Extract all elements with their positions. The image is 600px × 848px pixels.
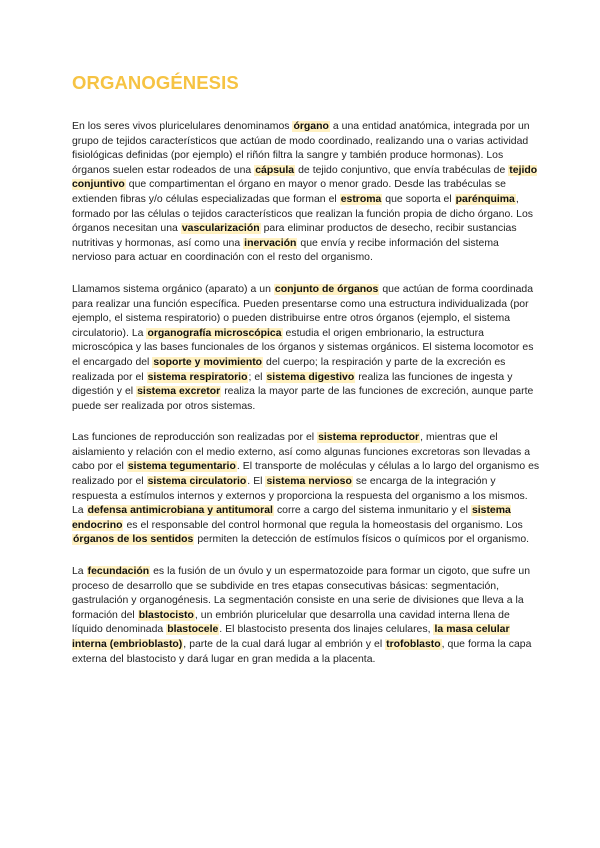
highlighted-term: sistema endocrino <box>72 505 511 531</box>
text-run: realiza la mayor parte de las funciones de excreción, aunque parte puede ser realizada por otros sistemas. <box>72 386 534 412</box>
text-run: permiten la detección de estímulos físicos o químicos por el organismo. <box>194 534 530 546</box>
highlighted-term: tejido conjuntivo <box>72 164 538 191</box>
text-run: se encarga de la integración y respuesta a estímulos internos y externos y proporciona la respuesta del organismo a los mismos. La <box>72 476 528 517</box>
highlighted-term: cápsula <box>255 164 295 176</box>
highlighted-term: trofoblasto <box>386 639 441 650</box>
text-run: ; el <box>248 371 266 383</box>
text-run: corre a cargo del sistema inmunitario y el <box>273 505 471 517</box>
highlighted-term: la masa celular interna (embrioblasto) <box>72 624 510 650</box>
text-run: , mientras que el aislamiento y relación con el medio externo, así como algunas funciones excretoras son llevadas a cabo por el <box>72 432 530 473</box>
text-run: es el responsable del control hormonal que regula la homeostasis del organismo. Los <box>123 519 523 531</box>
paragraph <box>72 431 540 548</box>
paragraph <box>72 565 540 667</box>
text-run: del cuerpo; la respiración y parte de la excreción es realizada por el <box>72 356 506 383</box>
text-run: , que forma la capa externa del blastocisto y dará lugar en gran medida a la placenta. <box>72 639 532 665</box>
text-run: es la fusión de un óvulo y un espermatozoide para formar un cigoto, que sufre un proceso de desarrollo que se subdivide en tres etapas consecutivas básicas: segmentación, gastrulación y organogénesis. La segmentación consiste en una serie de divisiones que lleva a la formación del <box>72 566 531 621</box>
highlighted-term: sistema circulatorio <box>147 476 247 488</box>
text-run: , un embrión pluricelular que desarrolla una cavidad interna llena de líquido denominada <box>72 609 510 636</box>
text-run: estudia el origen embrionario, la estructura microscópica y las bases funcionales de los órganos y sistemas orgánicos. El sistema locomotor es el encargado del <box>72 327 534 368</box>
highlighted-term: parénquima <box>455 193 515 205</box>
text-run: que compartimentan el órgano en mayor o menor grado. Desde las trabéculas se extienden fibras y/o células especializadas que forman el <box>72 179 506 205</box>
highlighted-term: blastocisto <box>138 609 194 621</box>
text-run: La <box>72 566 87 578</box>
highlighted-term: fecundación <box>87 566 150 578</box>
text-run: de tejido conjuntivo, que envía trabéculas de <box>295 164 509 176</box>
text-run: Las funciones de reproducción son realizadas por el <box>72 432 318 444</box>
text-run: que soporta el <box>382 193 455 205</box>
paragraph <box>72 120 540 266</box>
text-run: En los seres vivos pluricelulares denominamos <box>72 121 293 132</box>
highlighted-term: conjunto de órganos <box>274 283 379 295</box>
highlighted-term: organografía microscópica <box>147 327 282 339</box>
highlighted-term: órgano <box>293 121 329 132</box>
highlighted-term: sistema respiratorio <box>147 371 248 383</box>
text-run: realiza las funciones de ingesta y digestión y el <box>72 371 513 398</box>
text-run: Llamamos sistema orgánico (aparato) a un <box>72 283 274 295</box>
text-run: , parte de la cual dará lugar al embrión y el <box>183 639 386 650</box>
highlighted-term: defensa antimicrobiana y antitumoral <box>87 505 273 517</box>
document-body <box>72 120 540 667</box>
highlighted-term: sistema nervioso <box>266 476 352 488</box>
text-run: . El blastocisto presenta dos linajes celulares, <box>219 624 434 636</box>
text-run: . El transporte de moléculas y células a lo largo del organismo es realizado por el <box>72 461 540 488</box>
text-run: que actúan de forma coordinada para realizar una función específica. Pueden presentarse como una estructura individualizada (por ejemplo, el sistema respiratorio) o pueden distribuirse entre otros órganos (ejemplo, el sistema circulatorio). La <box>72 283 534 339</box>
document-title: ORGANOGÉNESIS <box>72 72 239 93</box>
highlighted-term: sistema tegumentario <box>127 461 236 473</box>
text-run: que envía y recibe información del sistema nervioso para actuar en coordinación con el resto del organismo. <box>72 237 499 264</box>
text-run: . El <box>247 476 266 488</box>
highlighted-term: sistema reproductor <box>318 432 420 444</box>
highlighted-term: inervación <box>244 237 297 249</box>
highlighted-term: blastocele <box>167 624 219 636</box>
highlighted-term: sistema excretor <box>137 386 221 398</box>
highlighted-term: estroma <box>340 193 382 205</box>
highlighted-term: sistema digestivo <box>266 371 355 383</box>
highlighted-term: soporte y movimiento <box>153 356 263 368</box>
text-run: para eliminar productos de desecho, recibir sustancias nutritivas y hormonas, así como una <box>72 223 517 249</box>
highlighted-term: vascularización <box>181 223 260 235</box>
highlighted-term: órganos de los sentidos <box>73 534 194 546</box>
text-run: a una entidad anatómica, integrada por un grupo de tejidos característicos que actúan de modo coordinado, realizando una o varias actividad fisiológicas definidas (por ejemplo) el riñón filtra la sangre y también produce hormonas). Los órganos suelen estar rodeados de una <box>72 121 530 176</box>
paragraph <box>72 283 540 414</box>
text-run: , formado por las células o tejidos característicos que realizan la función propia de dicho órgano. Los órganos necesitan una <box>72 193 534 235</box>
